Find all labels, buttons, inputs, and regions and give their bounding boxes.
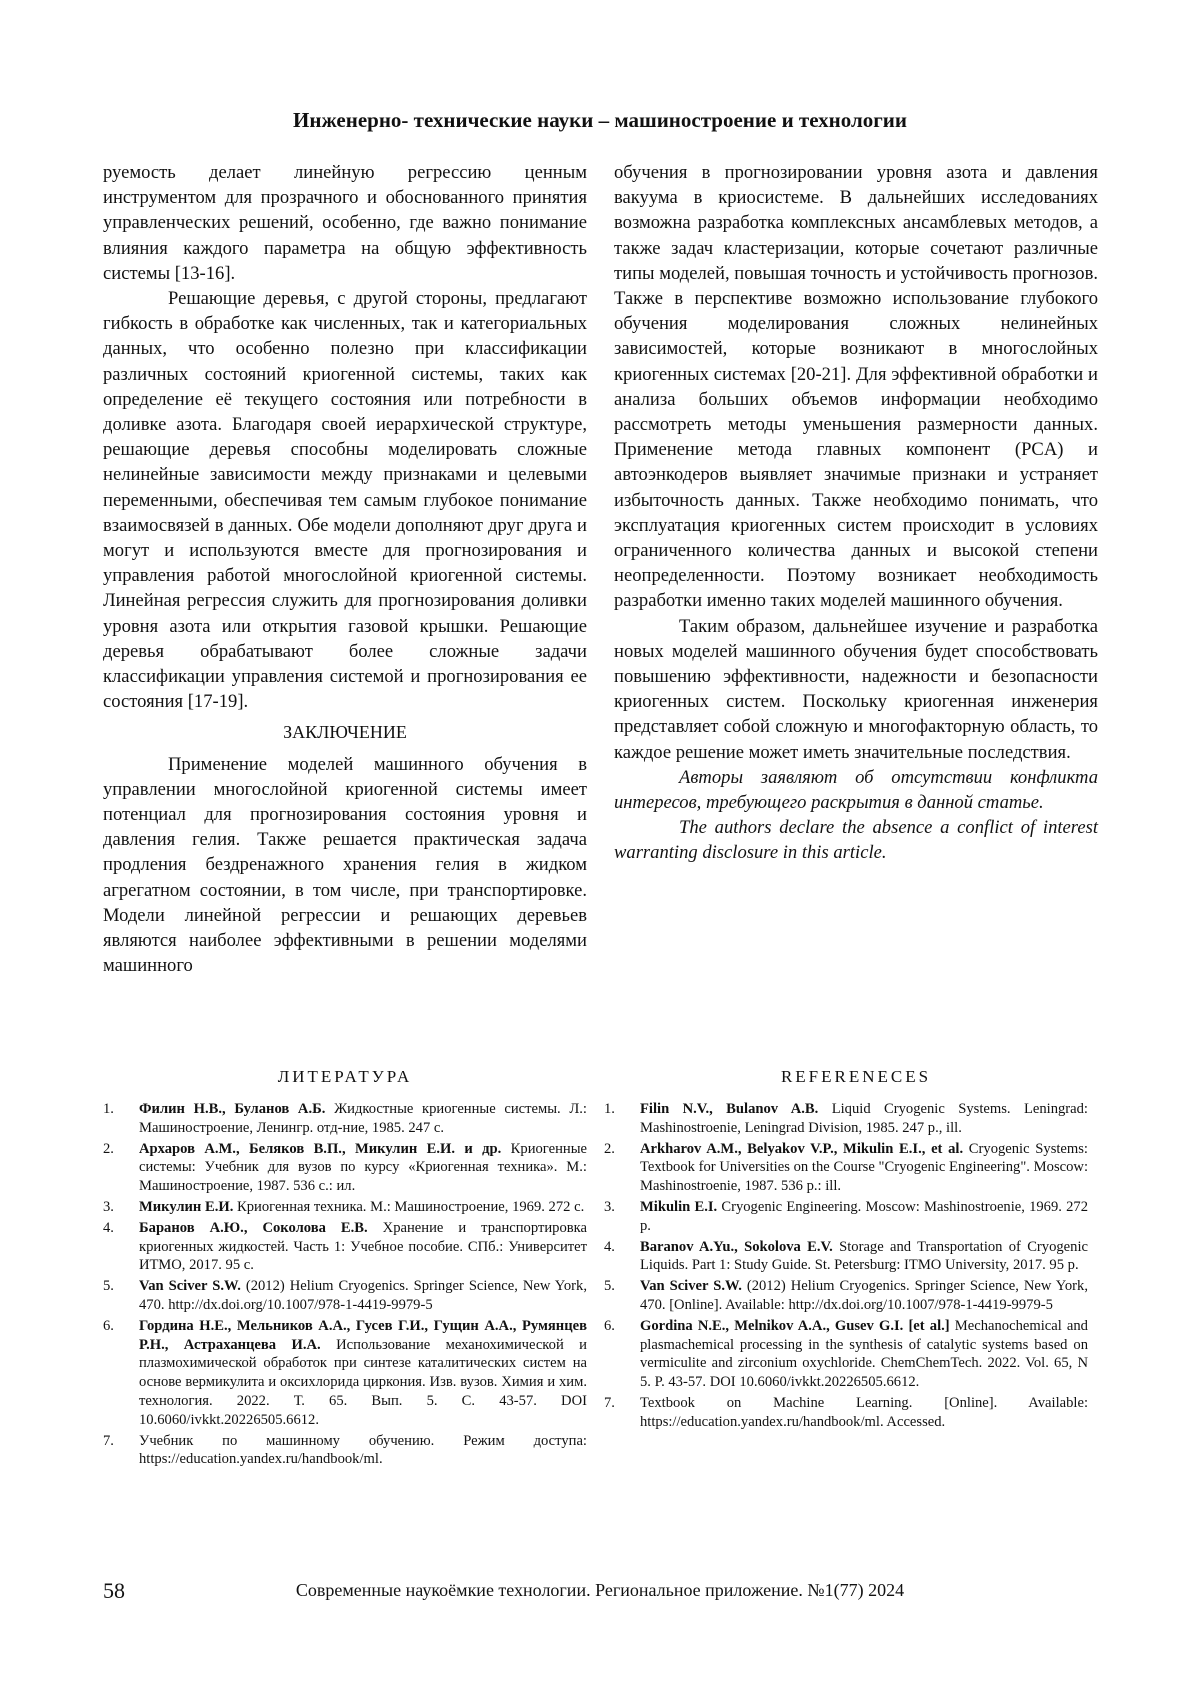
body-paragraph: обучения в прогнозировании уровня азота и давления вакуума в криосистеме. В дальнейших исследованиях возможна разработка комплексных ансамблевых методов, а также задач кластеризации, которые сочетают различные типы моделей, повышая точность и устойчивость прогнозов. Также в перспективе возможно использование глубокого обучения моделирования сложных нелинейных зависимостей, которые возникают в многослойных криогенных системах [20-21]. Для эффективной обработки и анализа больших объемов информации необходимо рассмотреть методы уменьшения размерности данных. Применение метода главных компонент (PCA) и автоэнкодеров выявляет значимые признаки и устраняет избыточность данных. Также необходимо понимать, что эксплуатация криогенных систем происходит в условиях ограниченного количества данных и высокой степени неопределенности. Поэтому возникает необходимость разработки именно таких моделей машинного обучения. [614, 162, 1098, 612]
conflict-statement-ru: Авторы заявляют об отсутствии конфликта интересов, требующего раскрытия в данной статье. [614, 766, 1098, 814]
reference-item: 7. Учебник по машинному обучению. Режим доступа: https://education.yandex.ru/handbook/ml. [103, 1432, 587, 1468]
reference-item: 5. Van Sciver S.W. (2012) Helium Cryogenics. Springer Science, New York, 470. http://dx.doi.org/10.1007/978-1-4419-9979-5 [103, 1278, 587, 1313]
body-paragraph: руемость делает линейную регрессию ценным инструментом для прозрачного и обоснованного принятия управленческих решений, особенно, где важно понимание влияния каждого параметра на общую эффективность системы [13-16]. [103, 162, 587, 284]
reference-item: 2. Arkharov A.M., Belyakov V.P., Mikulin E.I., et al. Cryogenic Systems: Textbook for Universities on the Course "Cryogenic Engineering". Moscow: Mashinostroenie, 1987. 536 p.: ill. [604, 1140, 1088, 1195]
reference-item: 2. Архаров А.М., Беляков В.П., Микулин Е.И. и др. Криогенные системы: Учебник для вузов по курсу «Криогенная техника». М.: Машиностроение, 1987. 536 с.: ил. [103, 1140, 587, 1195]
left-column [103, 160, 587, 979]
conflict-statement-en: The authors declare the absence a conflict of interest warranting disclosure in this article. [614, 817, 1098, 864]
reference-item: 4. Баранов А.Ю., Соколова Е.В. Хранение и транспортировка криогенных жидкостей. Часть 1: Учебное пособие. СПб.: Университет ИТМО, 2017. 95 с. [103, 1219, 587, 1274]
body-paragraph: Решающие деревья, с другой стороны, предлагают гибкость в обработке как численных, так и категориальных данных, что особенно полезно при классификации различных состояний криогенной системы, таких как определение её текущего состояния или потребности в доливке азота. Благодаря своей иерархической структуре, решающие деревья способны моделировать сложные нелинейные зависимости между признаками и целевыми переменными, обеспечивая тем самым глубокое понимание взаимосвязей в данных. Обе модели дополняют друг друга и могут и используются вместе для прогнозирования и управления работой многослойной криогенной системы. Линейная регрессия служить для прогнозирования доливки уровня азота или открытия газовой крышки. Решающие деревья обрабатывают более сложные задачи классификации управления системой и прогнозирования ее состояния [17-19]. [103, 288, 587, 713]
running-header: Инженерно- технические науки – машиностроение и технологии [293, 108, 907, 132]
running-footer: Современные наукоёмкие технологии. Региональное приложение. №1(77) 2024 [295, 1580, 905, 1600]
reference-item: 6. Гордина Н.Е., Мельников А.А., Гусев Г.И., Гущин А.А., Румянцев Р.Н., Астраханцева И.А. Использование механохимической и плазмохимической обработок при синтезе каталитических систем на основе вермикулита и оксихлорида циркония. Изв. вузов. Химия и хим. технология. 2022. Т. 65. Вып. 5. С. 43-57. DOI 10.6060/ivkkt.20226505.6612. [103, 1317, 587, 1428]
conclusion-paragraph: Применение моделей машинного обучения в управлении многослойной криогенной системы имеет потенциал для прогнозирования состояния уровня и давления гелия. Также решается практическая задача продления бездренажного хранения гелия в жидком агрегатном состоянии, в том числе, при транспортировке. Модели линейной регрессии и решающих деревьев являются наиболее эффективными в решении моделями машинного [103, 753, 587, 977]
body-paragraph: Таким образом, дальнейшее изучение и разработка новых моделей машинного обучения будет способствовать повышению эффективности, надежности и безопасности криогенных систем. Поскольку криогенная инженерия представляет собой сложную и многофакторную область, то каждое решение может иметь значительные последствия. [614, 615, 1098, 763]
reference-item: 1. Filin N.V., Bulanov A.B. Liquid Cryogenic Systems. Leningrad: Mashinostroenie, Leningrad Division, 1985. 247 p., ill. [604, 1101, 1088, 1136]
reference-item: 5. Van Sciver S.W. (2012) Helium Cryogenics. Springer Science, New York, 470. [Online]. Available: http://dx.doi.org/10.1007/978-1-4419-9979-5 [604, 1278, 1088, 1313]
reference-item: 3. Mikulin E.I. Cryogenic Engineering. Moscow: Mashinostroenie, 1969. 272 p. [604, 1198, 1088, 1234]
reference-item: 3. Микулин Е.И. Криогенная техника. М.: Машиностроение, 1969. 272 с. [103, 1198, 585, 1215]
reference-item: 7. Textbook on Machine Learning. [Online]. Available: https://education.yandex.ru/handbook/ml. Accessed. [604, 1394, 1088, 1430]
references-heading-en: REFERENECES [780, 1067, 932, 1086]
page-number: 58 [103, 1578, 125, 1603]
references-list-en [604, 1100, 1088, 1434]
reference-item: 1. Филин Н.В., Буланов А.Б. Жидкостные криогенные системы. Л.: Машиностроение, Ленингр. отд-ние, 1985. 247 с. [103, 1101, 587, 1136]
references-heading-ru: ЛИТЕРАТУРА [277, 1067, 413, 1086]
reference-item: 6. Gordina N.E., Melnikov A.A., Gusev G.I. [et al.] Mechanochemical and plasmachemical processing in the synthesis of catalytic systems based on vermiculite and zirconium oxychloride. ChemChemTech. 2022. Vol. 65, N 5. P. 43-57. DOI 10.6060/ivkkt.20226505.6612. [604, 1317, 1088, 1391]
section-title: ЗАКЛЮЧЕНИЕ [283, 722, 407, 743]
reference-item: 4. Baranov A.Yu., Sokolova E.V. Storage and Transportation of Cryogenic Liquids. Part 1: Study Guide. St. Petersburg: ITMO University, 2017. 95 p. [604, 1238, 1088, 1274]
right-column [614, 160, 1098, 866]
references-list-ru [103, 1100, 587, 1471]
